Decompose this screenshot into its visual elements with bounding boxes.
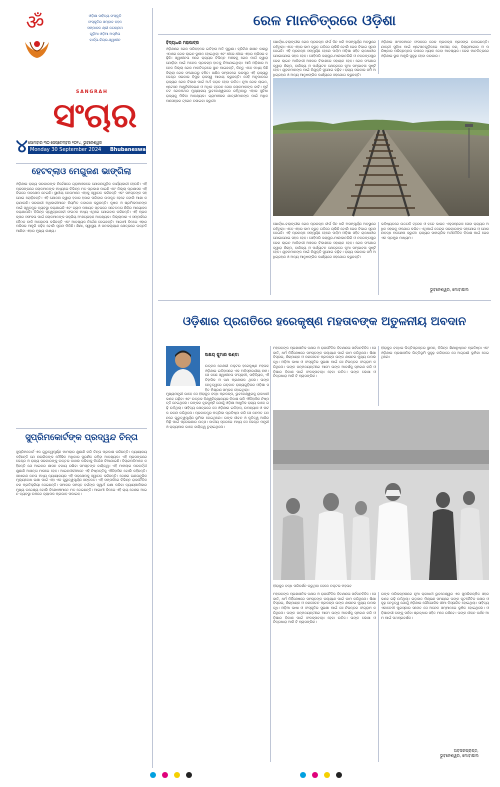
left-bottom-body: ସୁପ୍ରିମକୋର୍ଟ ଏକ ଗୁରୁତ୍ୱପୂର୍ଣ୍ଣ ମାମଲାର ଶୁଣାଣି କରି ଚିନ୍ତା ପ୍ରକାଶ କରିଛନ୍ତି। ନ୍ୟାୟାଳୟ କହିଛନ୍ତି ଯେ ନାଗରିକଙ୍କ ମୌଳିକ ଅଧିକାର ସୁରକ୍ଷିତ ରହିବା ଆବଶ୍ୟକ। ଏହି ପ୍ରସଙ୍ଗରେ କେନ୍ଦ୍ର ଓ ରାଜ୍ୟ ସରକାରଙ୍କୁ ଉତ୍ତର ଦାଖଲ କରିବାକୁ ନିର୍ଦ୍ଦେଶ ଦିଆଯାଇଛି। ବିଚାରପତିମାନେ କହିଛନ୍ତି ଯେ ଆଇନର ଶାସନ ବଜାୟ ରଖିବା ସମସ୍ତଙ୍କ ଦାୟିତ୍ୱ। ଏହି ମାମଲାର ପରବର୍ତ୍ତୀ ଶୁଣାଣି ଆସନ୍ତା ମାସରେ ହେବ। ଆଇନଜୀବୀମାନେ ଏହି ନିଷ୍ପତ୍ତିକୁ ଐତିହାସିକ ବୋଲି କହିଛନ୍ତି। ସାଧାରଣ ଜନତା ମଧ୍ୟ ନ୍ୟାୟାଳୟର ଏହି ପଦକ୍ଷେପକୁ ସ୍ୱାଗତ କରିଛନ୍ତି। ଦେଶର ଗଣତାନ୍ତ୍ରିକ ମୂଲ୍ୟବୋଧ ରକ୍ଷା ପାଇଁ ଏହା ଏକ ଗୁରୁତ୍ୱପୂର୍ଣ୍ଣ ସଙ୍କେତ। ଏହି ସମ୍ପର୍କରେ ବିଭିନ୍ନ ରାଜନୈତିକ ଦଳ ପ୍ରତିକ୍ରିୟା ଦେଇଛନ୍ତି। ସମାଜର ସମସ୍ତ ବର୍ଗଙ୍କ ସ୍ୱାର୍ଥ ରକ୍ଷା କରିବା ନ୍ୟାୟପାଳିକାର ମୁଖ୍ୟ ଉଦ୍ଦେଶ୍ୟ ବୋଲି ବିଶେଷଜ୍ଞମାନେ ମତ ଦେଇଛନ୍ତି। ଆଗାମୀ ଦିନରେ ଏହି ରାୟ ଦେଶର ଆଇନ ବ୍ୟବସ୍ଥା ଉପରେ ବ୍ୟାପକ ପ୍ରଭାବ ପକାଇବ। — [16, 450, 147, 497]
harekrushna-col1-top: ଉତ୍କଳ କେଶରୀ ଡକ୍ଟର ହରେକୃଷ୍ଣ ମହତାବ ଓଡ଼ିଶାର ଇତିହାସରେ ଏକ ଅବିସ୍ମରଣୀୟ ନାମ। ସେ ଜଣେ ସ୍ୱାଧୀନତା ସଂଗ୍ରାମୀ, ସାହିତ୍ୟିକ, ଐତିହାସିକ ଓ ଦକ୍ଷ ପ୍ରଶାସକ ଥିଲେ। ତାଙ୍କ ନେତୃତ୍ୱରେ ଗଡ଼ଜାତ ରାଜ୍ୟଗୁଡ଼ିକର ଓଡ଼ିଶା ସହିତ ମିଶ୍ରଣ ସମ୍ଭବ ହୋଇଥିଲା। — [205, 364, 269, 392]
harekrushna-col2-top: ମହତାବଙ୍କ ପ୍ରଶାସନିକ ଦକ୍ଷତା ଓ ରାଜନୈତିକ ବିଚକ୍ଷଣତା ସର୍ବଜନବିଦିତ। ସେ ଜାତି, ଧର୍ମ ନିର୍ବିଶେଷରେ ସମସ୍ତଙ୍କ କଲ୍ୟାଣ ପାଇଁ କାମ କରିଥିଲେ। ଶିକ୍ଷା ବିସ୍ତାର, ଶିଳ୍ପାୟନ ଓ ଜଳସେଚନ ପ୍ରକଳ୍ପ ତାଙ୍କ ଶାସନର ମୁଖ୍ୟ ଉପଲବ୍ଧି। ଓଡ଼ିଆ ଭାଷା ଓ ସଂସ୍କୃତିର ସୁରକ୍ଷା ପାଇଁ ସେ ନିରନ୍ତର ସଂଗ୍ରାମ କରିଥିଲେ। ତାଙ୍କ ଜନ୍ମଜୟନ୍ତୀରେ ଆମେ ତାଙ୍କ ଆଦର୍ଶକୁ ସ୍ମରଣ କରି ଓଡ଼ିଶାର ବିକାଶ ପାଇଁ ସଂକଳ୍ପବଦ୍ଧ ହେବା ଉଚିତ। ତାଙ୍କ ଲେଖା ଓ ଚିନ୍ତାଧାରା ଆଜି ବି ପ୍ରାସଙ୍ଗିକ। — [273, 346, 376, 379]
rail-signature: ଭୁବନେଶ୍ୱର, ମୋବାଇଲ — [430, 287, 469, 292]
small-brand: SANGRAH — [76, 90, 108, 95]
rail-col3-bottom: ଭବିଷ୍ୟତରେ ଉଚ୍ଚଗତି ଟ୍ରେନ ଓ ବନ୍ଦେ ଭାରତ ଏକ୍ସପ୍ରେସ ସେବା ରାଜ୍ୟର ଅଧିକ ସହରକୁ ସଂଯୋଗ କରିବ। ଏଥିପାଇଁ କେନ୍ଦ୍ର ସରକାରଙ୍କ ସହଯୋଗ ଓ ଯୋଜନାବଦ୍ଧ ପଦକ୍ଷେପ ଜରୁରୀ। ରାଜ୍ୟର ସାମଗ୍ରିକ ଅର୍ଥନୈତିକ ବିକାଶ ପାଇଁ ରେଳ ଏକ ପ୍ରମୁଖ ମାଧ୍ୟମ। — [381, 222, 489, 241]
rail-headline: ରେଳ ମାନଚିତ୍ରରେ ଓଡ଼ିଶା — [253, 13, 396, 29]
left-top-body: ଓଡ଼ିଶାର ରାଜ୍ୟ ସରକାରଙ୍କ ନିର୍ଦ୍ଦେଶରେ ଗ୍ରାମାଞ୍ଚଳରେ ଯୋଜନାଗୁଡ଼ିକ କାର୍ଯ୍ୟକାରୀ ହେଉଛି। ଏହି ପ୍ରସଙ୍ଗରେ ଲୋକମାନଙ୍କ ମଧ୍ୟରେ ବିଭିନ୍ନ ମତ ପ୍ରକାଶ ପାଇଛି ଏବଂ ଜିଲ୍ଲା ପ୍ରଶାସନ ଏହି ଦିଗରେ ପଦକ୍ଷେପ ନେଇଛି। ସ୍ଥାନୀୟ ନେତାମାନେ ଏହାକୁ ସ୍ୱାଗତ କରିଛନ୍ତି ଏବଂ ସମସ୍ତଙ୍କ ସହଯୋଗ ଲୋଡ଼ିଛନ୍ତି। ଏହି ଯୋଜନା ଦ୍ୱାରା ହଜାର ହଜାର ପରିବାର ଉପକୃତ ହେବେ ବୋଲି ଆଶା କରାଯାଉଛି। ସରକାରୀ ଅଧିକାରୀମାନେ ନିୟମିତ ତଦାରଖ କରୁଛନ୍ତି। କୃଷକ ଓ ଶ୍ରମିକମାନଙ୍କ ପାଇଁ ସ୍ୱତନ୍ତ୍ର ବ୍ୟବସ୍ଥା କରାଯାଇଛି ଏବଂ ଗ୍ରାମ ପଞ୍ଚାୟତ ସ୍ତରରେ ସଚେତନତା ଶିବିର ଆୟୋଜନ କରାଯାଉଛି। ବିଭିନ୍ନ ସ୍ୱେଚ୍ଛାସେବୀ ସଂଗଠନ ମଧ୍ୟ ଏଥିରେ ଯୋଗଦାନ କରିଛନ୍ତି। ଏହି ପ୍ରକଳ୍ପର ସଫଳତା ପାଇଁ ଲୋକମାନଙ୍କ ସକ୍ରିୟ ଅଂଶଗ୍ରହଣ ଆବଶ୍ୟକ। ଜିଲ୍ଲାପାଳ ଏ ସମ୍ପର୍କରେ ବୈଠକ ଡାକି ଆଲୋଚନା କରିଛନ୍ତି ଏବଂ ଆବଶ୍ୟକ ନିର୍ଦ୍ଦେଶ ଦେଇଛନ୍ତି। ଆଗାମୀ ଦିନରେ ଏହାର ପରିସର ଆହୁରି ବଢ଼ିବ ବୋଲି ସୂଚନା ମିଳିଛି। ଶିକ୍ଷା, ସ୍ୱାସ୍ଥ୍ୟ ଓ ଜନକଲ୍ୟାଣ କ୍ଷେତ୍ରରେ ଉନ୍ନତି ଆଣିବା ଏହାର ମୁଖ୍ୟ ଲକ୍ଷ୍ୟ। — [16, 182, 147, 234]
date-bar — [16, 136, 149, 158]
harekrushna-byline: ଅକ୍ଷୟ କୁମାର ପଣ୍ଡା — [205, 352, 239, 357]
rail-col2-top: ଖୋର୍ଦ୍ଧା-ବଲାଙ୍ଗୀର ରେଳ ପ୍ରକଳ୍ପ ଦୀର୍ଘ ଦିନ ଧରି ଅସମ୍ପୂର୍ଣ୍ଣ ଅବସ୍ଥାରେ ରହିଥିଲା। ଏବେ ଏହାର କାମ ଦ୍ରୁତ ଗତିରେ ଚାଲିଛି ବୋଲି ରେଳ ବିଭାଗ ସୂଚନା ଦେଇଛି। ଏହି ପ୍ରକଳ୍ପ ସମ୍ପୂର୍ଣ୍ଣ ହେଲେ ପଶ୍ଚିମ ଓଡ଼ିଶା ସହିତ ରାଜଧାନୀର ଯୋଗାଯୋଗ ସହଜ ହେବ। ସେହିପରି ଜୟପୁର-ମାଲକାନଗିରି ଓ ନବରଙ୍ଗପୁର ରେଳ ଲାଇନ ଆଦିବାସୀ ଅଞ୍ଚଳର ବିକାଶରେ ସହାୟକ ହେବ। ରେଳ ସଂଯୋଗ ଦ୍ୱାରା ଶିଳ୍ପ, ବାଣିଜ୍ୟ ଓ ପର୍ଯ୍ୟଟନ କ୍ଷେତ୍ରରେ ନୂଆ ସମ୍ଭାବନା ସୃଷ୍ଟି ହେବ। ଯୁବକମାନଙ୍କ ପାଇଁ ନିଯୁକ୍ତି ସୁଯୋଗ ବଢ଼ିବ। ରାଜ୍ୟ ସରକାର ଜମି ଅଧିଗ୍ରହଣ ଓ ଅନ୍ୟ ଆନୁଷଙ୍ଗିକ କାର୍ଯ୍ୟରେ ସହଯୋଗ କରୁଛନ୍ତି। — [273, 40, 376, 77]
rail-col2-bottom: ଖୋର୍ଦ୍ଧା-ବଲାଙ୍ଗୀର ରେଳ ପ୍ରକଳ୍ପ ଦୀର୍ଘ ଦିନ ଧରି ଅସମ୍ପୂର୍ଣ୍ଣ ଅବସ୍ଥାରେ ରହିଥିଲା। ଏବେ ଏହାର କାମ ଦ୍ରୁତ ଗତିରେ ଚାଲିଛି ବୋଲି ରେଳ ବିଭାଗ ସୂଚନା ଦେଇଛି। ଏହି ପ୍ରକଳ୍ପ ସମ୍ପୂର୍ଣ୍ଣ ହେଲେ ପଶ୍ଚିମ ଓଡ଼ିଶା ସହିତ ରାଜଧାନୀର ଯୋଗାଯୋଗ ସହଜ ହେବ। ସେହିପରି ଜୟପୁର-ମାଲକାନଗିରି ଓ ନବରଙ୍ଗପୁର ରେଳ ଲାଇନ ଆଦିବାସୀ ଅଞ୍ଚଳର ବିକାଶରେ ସହାୟକ ହେବ। ରେଳ ସଂଯୋଗ ଦ୍ୱାରା ଶିଳ୍ପ, ବାଣିଜ୍ୟ ଓ ପର୍ଯ୍ୟଟନ କ୍ଷେତ୍ରରେ ନୂଆ ସମ୍ଭାବନା ସୃଷ୍ଟି ହେବ। ଯୁବକମାନଙ୍କ ପାଇଁ ନିଯୁକ୍ତି ସୁଯୋଗ ବଢ଼ିବ। ରାଜ୍ୟ ସରକାର ଜମି ଅଧିଗ୍ରହଣ ଓ ଅନ୍ୟ ଆନୁଷଙ୍ଗିକ କାର୍ଯ୍ୟରେ ସହଯୋଗ କରୁଛନ୍ତି। — [273, 222, 376, 259]
railway-track-photo — [273, 78, 489, 216]
date-odia: ସୋମବାର ୩୦ ସେପ୍ଟେମ୍ବର ୨୦୨୪, ଭୁବନେଶ୍ୱର — [28, 140, 102, 145]
harekrushna-col2-bottom: ମହତାବଙ୍କ ପ୍ରଶାସନିକ ଦକ୍ଷତା ଓ ରାଜନୈତିକ ବିଚକ୍ଷଣତା ସର୍ବଜନବିଦିତ। ସେ ଜାତି, ଧର୍ମ ନିର୍ବିଶେଷରେ ସମସ୍ତଙ୍କ କଲ୍ୟାଣ ପାଇଁ କାମ କରିଥିଲେ। ଶିକ୍ଷା ବିସ୍ତାର, ଶିଳ୍ପାୟନ ଓ ଜଳସେଚନ ପ୍ରକଳ୍ପ ତାଙ୍କ ଶାସନର ମୁଖ୍ୟ ଉପଲବ୍ଧି। ଓଡ଼ିଆ ଭାଷା ଓ ସଂସ୍କୃତିର ସୁରକ୍ଷା ପାଇଁ ସେ ନିରନ୍ତର ସଂଗ୍ରାମ କରିଥିଲେ। ତାଙ୍କ ଜନ୍ମଜୟନ୍ତୀରେ ଆମେ ତାଙ୍କ ଆଦର୍ଶକୁ ସ୍ମରଣ କରି ଓଡ଼ିଶାର ବିକାଶ ପାଇଁ ସଂକଳ୍ପବଦ୍ଧ ହେବା ଉଚିତ। ତାଙ୍କ ଲେଖା ଓ ଚିନ୍ତାଧାରା ଆଜି ବି ପ୍ରାସଙ୍ଗିକ। — [273, 592, 376, 625]
harekrushna-col1: ମୁଖ୍ୟମନ୍ତ୍ରୀ ଭାବେ ସେ ହୀରାକୁଦ ବନ୍ଧ ପ୍ରକଳ୍ପ, ଭୁବନେଶ୍ୱରକୁ ରାଜଧାନୀ ଭାବେ ଗଢ଼ିବା ଏବଂ ଉତ୍କଳ ବିଶ୍ୱବିଦ୍ୟାଳୟର ବିକାଶ ଭଳି ଐତିହାସିକ ନିଷ୍ପତ୍ତି ନେଇଥିଲେ। ତାଙ୍କର ଦୂରଦୃଷ୍ଟି ଯୋଗୁଁ ଓଡ଼ିଶା ଆଧୁନିକ ରାଜ୍ୟ ଭାବେ ଗଢ଼ି ଉଠିଥିଲା। ସାହିତ୍ୟ କ୍ଷେତ୍ରରେ ସେ ଓଡ଼ିଶାର ଇତିହାସ, ଉପନ୍ୟାସ ଓ ନାଟକ ରଚନା କରିଥିଲେ। ପ୍ରଜାତନ୍ତ୍ର ପତ୍ରିକା ପ୍ରତିଷ୍ଠା କରି ସେ ଜନମତ ଗଠନରେ ଗୁରୁତ୍ୱପୂର୍ଣ୍ଣ ଭୂମିକା ନେଇଥିଲେ। ତାଙ୍କ ଜୀବନ ଓ କୃତିତ୍ୱ ଆଜିର ପିଢ଼ି ପାଇଁ ପ୍ରେରଣାର ଉତ୍ସ। ଜାତୀୟ ସ୍ତରରେ ମଧ୍ୟ ସେ କେନ୍ଦ୍ର ମନ୍ତ୍ରୀ ଓ ରାଜ୍ୟପାଳ ଭାବେ ଦାୟିତ୍ୱ ତୁଲାଇଥିଲେ। — [166, 392, 269, 429]
rail-col1: ଓଡ଼ିଶାରେ ରେଳ ପରିବହନର ଇତିହାସ ଅତି ପୁରୁଣା। ବ୍ରିଟିଶ ଶାସନ କାଳରୁ ଏଠାରେ ରେଳ ଲାଇନ ସ୍ଥାପନ ହୋଇଥିଲା ଏବଂ ଧୀରେ ଧୀରେ ଏହାର ପରିସର ବଢ଼ିଛି। ସ୍ୱାଧୀନତା ପରେ ରାଜ୍ୟର ବିଭିନ୍ନ ଅଞ୍ଚଳକୁ ରେଳ ମାର୍ଗ ଦ୍ୱାରା ଯୋଡ଼ିବା ପାଇଁ ଅନେକ ପ୍ରକଳ୍ପ ହାତକୁ ନିଆଯାଇଥିଲା। ଆଜି ଓଡ଼ିଶାର ଅନେକ ଜିଲ୍ଲା ରେଳ ମାନଚିତ୍ରରେ ସ୍ଥାନ ପାଇଛନ୍ତି, କିନ୍ତୁ ଏବେ ମଧ୍ୟ କିଛି ଜିଲ୍ଲା ରେଳ ସଂଯୋଗରୁ ବଞ୍ଚିତ। ଖଣିଜ ସମ୍ପଦରେ ଭରପୂର ଏହି ରାଜ୍ୟରୁ କେନ୍ଦ୍ର ସରକାର ବିପୁଳ ରାଜସ୍ୱ ଆଦାୟ କରୁଛନ୍ତି। ସେହି ଅନୁପାତରେ ରାଜ୍ୟର ରେଳ ବିକାଶ ପାଇଁ ଅର୍ଥ ବରାଦ ହେବା ଉଚିତ। ନୂଆ ରେଳ ଲାଇନ, ଷ୍ଟେସନ ଆଧୁନିକୀକରଣ ଓ ଅଧିକ ଟ୍ରେନ ସେବା ଲୋକମାନଙ୍କ ଦାବି। ପୂର୍ବତଟ ରେଳପଥର ମୁଖ୍ୟାଳୟ ଭୁବନେଶ୍ୱରରେ ରହିଥିବାରୁ ଏହାର ସୁବିଧା ରାଜ୍ୟକୁ ମିଳିବା ଆବଶ୍ୟକ। ଗ୍ରାମାଞ୍ଚଳର ଯାତ୍ରୀମାନଙ୍କ ପାଇଁ ଅଧିକ ପାସେଞ୍ଜର ଟ୍ରେନ ଚଳାଇବା ଜରୁରୀ। — [166, 47, 268, 103]
harekrushna-col3-bottom: ତାଙ୍କ ପରିକଳ୍ପନାରେ ନୂଆ ରାଜଧାନୀ ଭୁବନେଶ୍ୱର ଏକ ସୁପରିକଳ୍ପିତ ସହର ଭାବେ ଗଢ଼ି ଉଠିଥିଲା। ଗଡ଼ଜାତ ମିଶ୍ରଣ ସମୟରେ ତାଙ୍କ କୂଟନୈତିକ ଦକ୍ଷତା ଓ ଦୃଢ଼ ନେତୃତ୍ୱ ଯୋଗୁଁ ଓଡ଼ିଶାର ଭୌଗୋଳିକ ସୀମା ବିସ୍ତାରିତ ହୋଇଥିଲା। ସାହିତ୍ୟ ଏକାଡେମୀ ପୁରସ୍କାର ସମେତ ସେ ଅନେକ ସମ୍ମାନରେ ଭୂଷିତ ହୋଇଥିଲେ। ଓଡ଼ିଶାବାସୀ ତାଙ୍କୁ ସର୍ବଦା ଶ୍ରଦ୍ଧାର ସହିତ ମନେ ରଖିବେ। ତାଙ୍କ ଜୀବନ ଦର୍ଶନ ଆମ ପାଇଁ ପଥପ୍ରଦର୍ଶକ। — [381, 592, 489, 620]
rail-byline: ବିଦ୍ୟାଧର ମହାପାତ୍ର — [166, 40, 199, 45]
tagline-line: ଗୁଡ଼ିଆ ଓଡ଼ିଆ ଅସ୍ମିତା — [89, 32, 121, 36]
city-name: Bhubaneswar — [110, 147, 149, 153]
registration-mark — [0, 770, 500, 780]
tagline-line: ସଂସ୍କୃତିର ସମ୍ବାଦ ବହନ — [88, 20, 122, 24]
harekrushna-headline: ଓଡ଼ିଶାର ପ୍ରଗତିରେ ହରେକୃଷ୍ଣ ମହତାବଙ୍କ ଅତୁଳନୀୟ ଅବଦାନ — [182, 314, 467, 328]
rail-col3-top: ଓଡ଼ିଶାର ସାଂସଦମାନେ ସଂସଦରେ ରେଳ ପ୍ରକଳ୍ପ ପ୍ରସଙ୍ଗ ଉଠାଇଛନ୍ତି। ଯାତ୍ରୀ ସୁବିଧା ପାଇଁ ଷ୍ଟେସନଗୁଡ଼ିକରେ ପାନୀୟ ଜଳ, ବିଶ୍ରାମାଗାର ଓ ପରିଷ୍କାର ପରିଚ୍ଛନ୍ନତା ଉପରେ ଧ୍ୟାନ ଦେବା ଆବଶ୍ୟକ। ରେଳ ମାନଚିତ୍ରରେ ଓଡ଼ିଶାର ସ୍ଥାନ ଆହୁରି ସୁଦୃଢ଼ ହେବା ଦରକାର। — [381, 40, 489, 59]
historic-photo — [273, 410, 489, 580]
signature-line: ଅବସରପ୍ରାପ୍ତ, — [453, 748, 479, 753]
left-bottom-headline: ସୁପ୍ରିମକୋର୍ଟଙ୍କ ପ୍ରଦ୍ୱନ୍ଦ ଚିନ୍ତା — [25, 433, 138, 443]
author-photo — [166, 346, 200, 386]
tagline-line: ସମ୍ପାଦକ ଶ୍ରୀ ଜଗନ୍ନାଥ — [87, 26, 123, 30]
harekrushna-signature — [440, 748, 479, 758]
hands-logo-icon — [22, 36, 52, 60]
signature-line: ଭୁବନେଶ୍ୱର, ମୋବାଇଲ — [440, 753, 479, 758]
om-symbol: ॐ — [26, 10, 45, 34]
harekrushna-col3-top: ହୀରାକୁଦ ବନ୍ଧର ଭିତ୍ତିପ୍ରସ୍ତର ସ୍ଥାପନ, ବିଭିନ୍ନ ଶିକ୍ଷାନୁଷ୍ଠାନ ପ୍ରତିଷ୍ଠା ଏବଂ ଓଡ଼ିଶାର ପ୍ରଶାସନିକ ଭିତ୍ତିଭୂମି ସୁଦୃଢ଼ କରିବାରେ ସେ ଅଗ୍ରଣୀ ଭୂମିକା ନେଇଥିଲେ। — [381, 346, 489, 360]
historic-photo-caption: ହୀରାକୁଦ ବନ୍ଧ ପରିଦର୍ଶନ କରୁଥିବା ବେଳେ ଡକ୍ଟର ମହତାବ — [273, 584, 352, 588]
date-english: Monday 30 September 2024 — [30, 147, 102, 153]
tagline-line: ଓଡ଼ିଶା ସାହିତ୍ୟ ସଂସ୍କୃତି — [88, 14, 122, 18]
left-top-headline: ହେଟବ୍ଲାଓ ମେଗୁଜଣ ଭାଙ୍ଗିଲା — [31, 167, 132, 177]
newspaper-title: ସଂଚାର — [53, 96, 137, 136]
page-number: ୪ — [16, 136, 28, 157]
masthead-tagline — [62, 13, 148, 43]
tagline-line: ବାର୍ତ୍ତା-ବିଚାର-ସ୍ୱାଧୀନ — [89, 38, 121, 42]
